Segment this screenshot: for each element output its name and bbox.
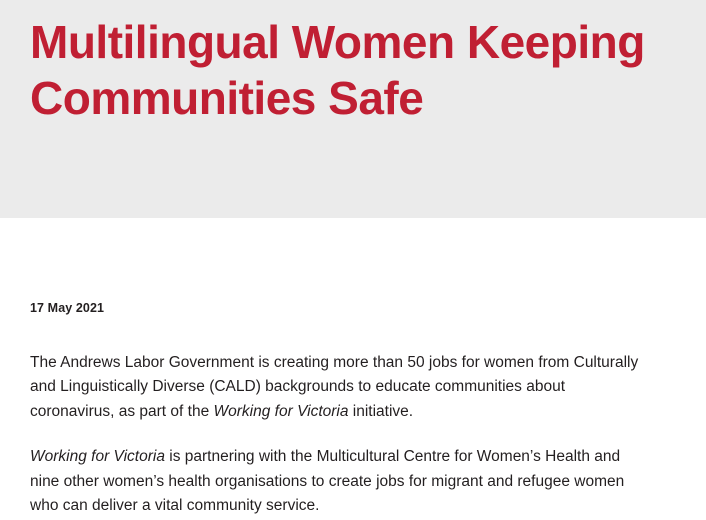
paragraph-segment: initiative. — [348, 402, 414, 420]
article-paragraph — [30, 445, 650, 518]
hero-banner — [0, 0, 706, 218]
paragraph-segment-italic: Working for Victoria — [30, 448, 165, 466]
page-title: Multilingual Women Keeping Communities Safe — [30, 16, 645, 125]
publish-date: 17 May 2021 — [30, 301, 105, 315]
paragraph-segment-italic: Working for Victoria — [213, 402, 349, 420]
paragraph-segment: is partnering with the Multicultural Centre for Women’s Health and nine other women’s health organisations to create jobs for migrant and refugee women who can deliver a vital community service. — [30, 448, 625, 515]
article-content — [0, 301, 706, 519]
paragraph-segment: The Andrews Labor Government is creating more than 50 jobs for women from Culturally and Linguistically Diverse (CALD) backgrounds to educate communities about coronavirus, as part of the — [30, 354, 639, 420]
article-paragraph — [30, 351, 650, 424]
